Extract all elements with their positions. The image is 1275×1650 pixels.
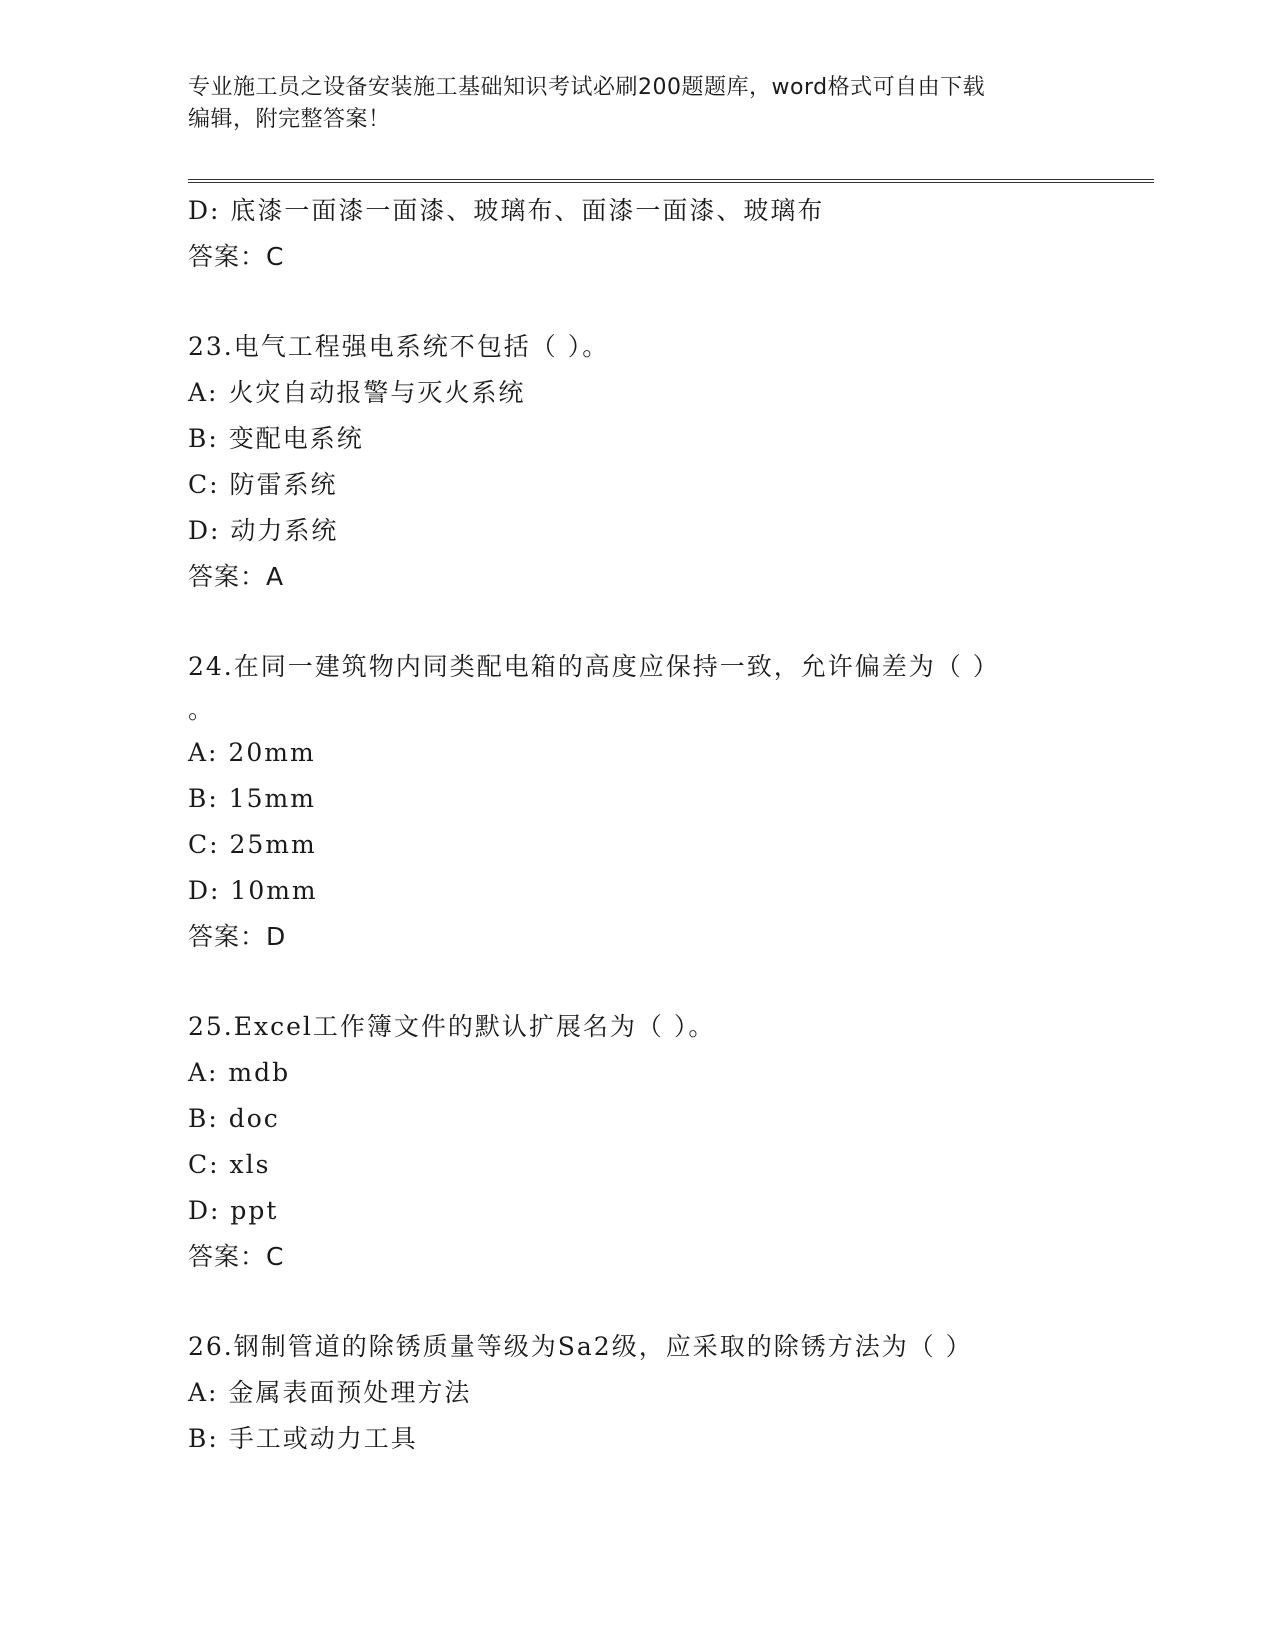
question-25-option-c: C: xls xyxy=(188,1150,271,1179)
spacer xyxy=(188,960,1088,1004)
question-24 xyxy=(188,644,1088,960)
question-24-option-d: D: 10mm xyxy=(188,876,318,905)
question-25-option-a: A: mdb xyxy=(188,1058,291,1087)
question-25-option-d: D: ppt xyxy=(188,1196,279,1225)
header-divider xyxy=(188,179,1154,183)
question-25-option-b: B: doc xyxy=(188,1104,280,1133)
spacer xyxy=(188,1280,1088,1324)
question-26-option-b: B: 手工或动力工具 xyxy=(188,1424,418,1453)
question-25 xyxy=(188,1004,1088,1280)
header-title-line-1: 专业施工员之设备安装施工基础知识考试必刷200题题库，word格式可自由下载 xyxy=(188,75,986,100)
spacer xyxy=(188,600,1088,644)
question-23-option-c: C: 防雷系统 xyxy=(188,470,338,499)
question-25-text: 25.Excel工作簿文件的默认扩展名为（ ）。 xyxy=(188,1012,716,1041)
question-24-option-c: C: 25mm xyxy=(188,830,317,859)
question-24-option-b: B: 15mm xyxy=(188,784,316,813)
question-24-option-a: A: 20mm xyxy=(188,738,316,767)
question-26 xyxy=(188,1324,1088,1462)
question-23-answer: 答案：A xyxy=(188,562,285,591)
question-25-answer: 答案：C xyxy=(188,1242,285,1271)
question-24-text-tail: 。 xyxy=(188,695,216,724)
question-list xyxy=(188,188,1088,1462)
question-23 xyxy=(188,324,1088,600)
page-header xyxy=(188,72,1088,136)
question-23-text: 23.电气工程强电系统不包括（ ）。 xyxy=(188,332,610,361)
question-23-option-a: A: 火灾自动报警与灭火系统 xyxy=(188,378,526,407)
question-26-text: 26.钢制管道的除锈质量等级为Sa2级，应采取的除锈方法为（ ） xyxy=(188,1332,973,1361)
question-24-answer: 答案：D xyxy=(188,922,287,951)
prev-question-option-d: D: 底漆一面漆一面漆、玻璃布、面漆一面漆、玻璃布 xyxy=(188,196,825,225)
question-24-text: 24.在同一建筑物内同类配电箱的高度应保持一致，允许偏差为（ ） xyxy=(188,652,1000,681)
question-26-option-a: A: 金属表面预处理方法 xyxy=(188,1378,472,1407)
question-23-option-b: B: 变配电系统 xyxy=(188,424,364,453)
header-title-line-2: 编辑，附完整答案！ xyxy=(188,107,391,132)
spacer xyxy=(188,280,1088,324)
prev-question-answer: 答案：C xyxy=(188,242,285,271)
question-23-option-d: D: 动力系统 xyxy=(188,516,339,545)
